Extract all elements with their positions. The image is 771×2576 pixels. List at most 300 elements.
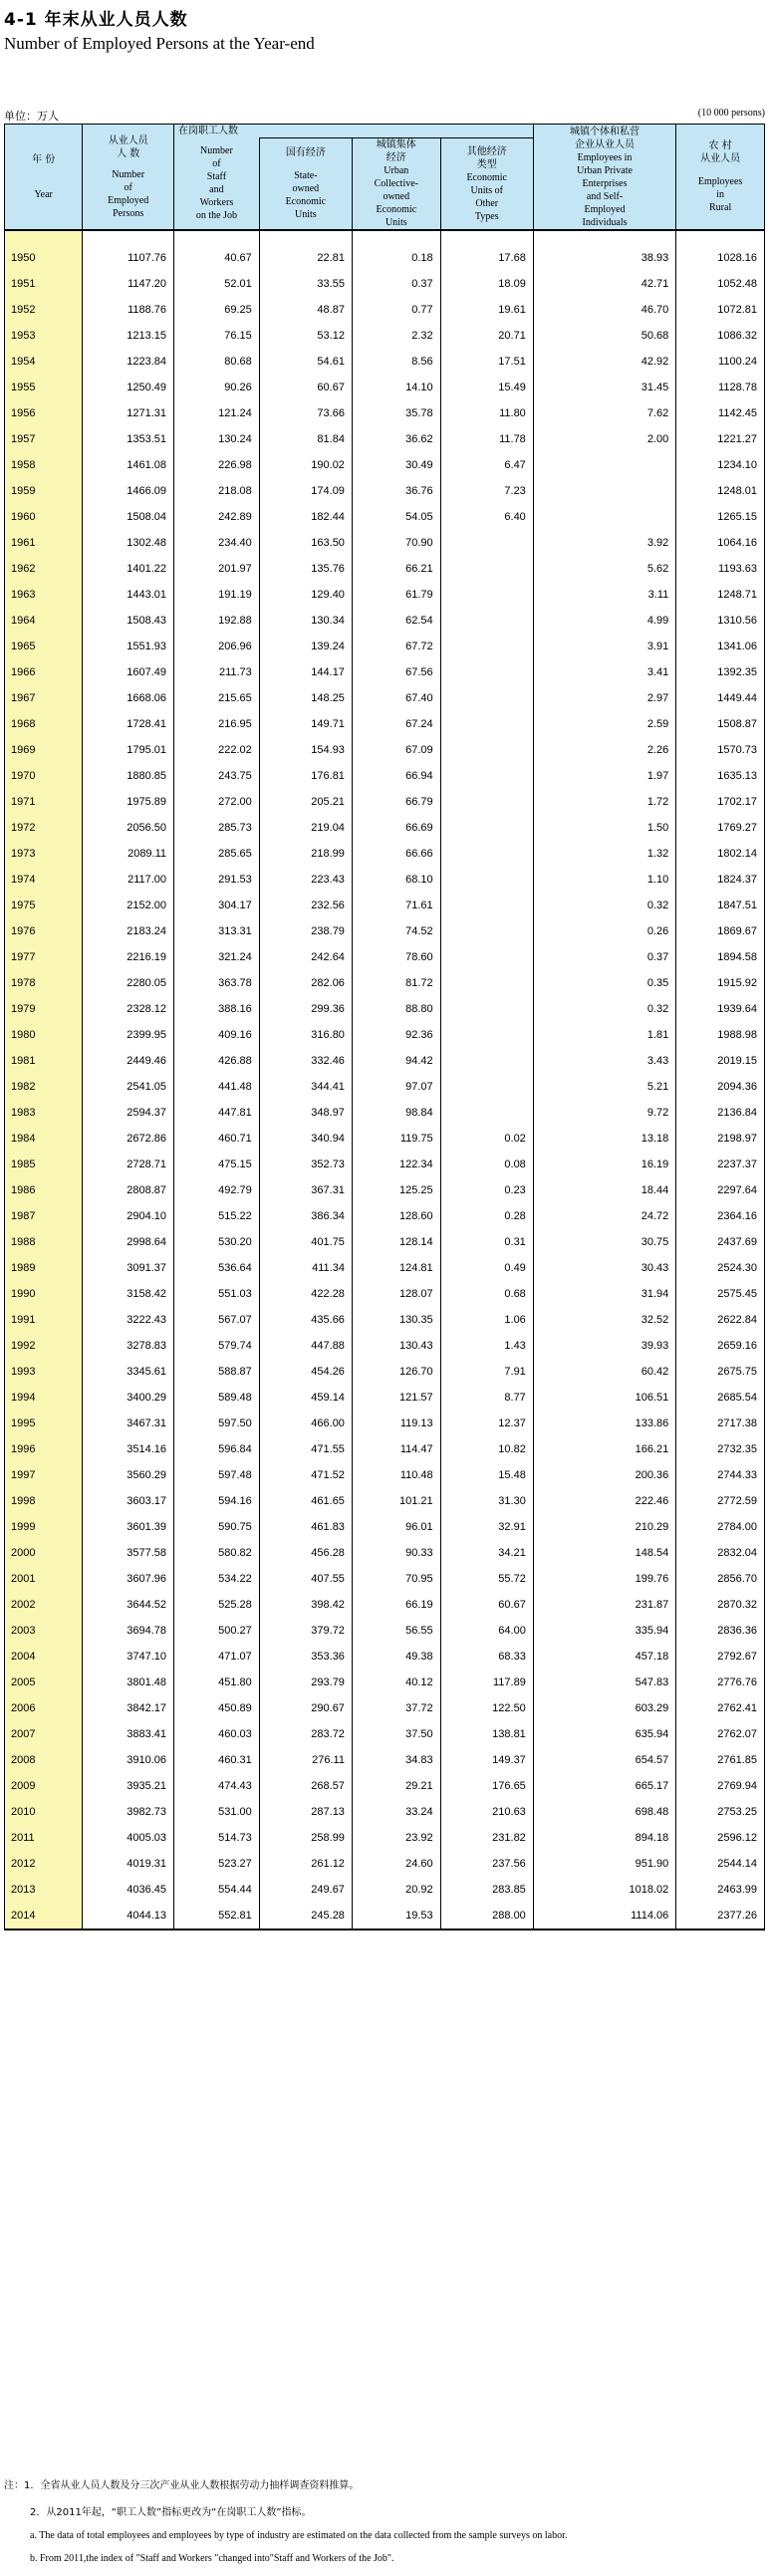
value-cell (440, 918, 533, 944)
value-cell: 4019.31 (83, 1851, 174, 1877)
value-cell: 1064.16 (676, 530, 765, 556)
value-cell: 119.75 (352, 1126, 440, 1152)
year-cell: 1989 (5, 1255, 83, 1281)
value-cell: 1.10 (533, 867, 675, 893)
value-cell: 2998.64 (83, 1229, 174, 1255)
value-cell: 547.83 (533, 1670, 675, 1695)
value-cell: 3935.21 (83, 1773, 174, 1799)
year-cell: 1992 (5, 1333, 83, 1359)
value-cell: 3644.52 (83, 1592, 174, 1618)
table-row (5, 1644, 765, 1670)
table-row (5, 1359, 765, 1385)
value-cell: 3.41 (533, 659, 675, 685)
value-cell: 18.44 (533, 1177, 675, 1203)
note-en-1: a. The data of total employees and employees by type of industry are estimated on the data collected from the sample surveys on labor. (30, 2530, 568, 2541)
value-cell: 344.41 (259, 1074, 352, 1100)
year-cell: 1976 (5, 918, 83, 944)
value-cell: 2364.16 (676, 1203, 765, 1229)
year-cell: 1983 (5, 1100, 83, 1126)
value-cell: 16.19 (533, 1152, 675, 1177)
value-cell: 238.79 (259, 918, 352, 944)
year-cell: 1951 (5, 271, 83, 297)
value-cell: 211.73 (174, 659, 260, 685)
value-cell: 492.79 (174, 1177, 260, 1203)
value-cell: 426.88 (174, 1048, 260, 1074)
table-row (5, 659, 765, 685)
table-row (5, 711, 765, 737)
table-row (5, 297, 765, 323)
table-row (5, 1566, 765, 1592)
table-row (5, 530, 765, 556)
value-cell: 1880.85 (83, 763, 174, 789)
value-cell: 66.66 (352, 841, 440, 867)
value-cell: 1392.35 (676, 659, 765, 685)
value-cell: 94.42 (352, 1048, 440, 1074)
value-cell: 1072.81 (676, 297, 765, 323)
value-cell (440, 634, 533, 659)
value-cell: 101.21 (352, 1488, 440, 1514)
value-cell: 223.43 (259, 867, 352, 893)
value-cell: 2594.37 (83, 1100, 174, 1126)
table-row (5, 1411, 765, 1436)
value-cell: 106.51 (533, 1385, 675, 1411)
value-cell: 471.55 (259, 1436, 352, 1462)
table-row (5, 1488, 765, 1514)
value-cell: 1248.71 (676, 582, 765, 608)
value-cell: 54.05 (352, 504, 440, 530)
value-cell: 32.91 (440, 1514, 533, 1540)
value-cell (440, 1022, 533, 1048)
value-cell: 218.08 (174, 478, 260, 504)
header-total-en: Number of Employed Persons (108, 168, 149, 219)
header-staff-group-cn: 在岗职工人数 (178, 126, 239, 136)
value-cell: 422.28 (259, 1281, 352, 1307)
value-cell: 1018.02 (533, 1877, 675, 1903)
value-cell: 0.37 (352, 271, 440, 297)
year-cell: 2006 (5, 1695, 83, 1721)
value-cell: 30.43 (533, 1255, 675, 1281)
value-cell: 388.16 (174, 996, 260, 1022)
year-cell: 2000 (5, 1540, 83, 1566)
year-cell: 1965 (5, 634, 83, 659)
table-row (5, 1333, 765, 1359)
value-cell: 435.66 (259, 1307, 352, 1333)
value-cell: 588.87 (174, 1359, 260, 1385)
value-cell: 3747.10 (83, 1644, 174, 1670)
value-cell: 0.31 (440, 1229, 533, 1255)
year-cell: 1998 (5, 1488, 83, 1514)
value-cell: 287.13 (259, 1799, 352, 1825)
value-cell: 1100.24 (676, 349, 765, 375)
footnotes (4, 2476, 567, 2576)
table-row (5, 944, 765, 970)
value-cell: 119.13 (352, 1411, 440, 1436)
value-cell: 1248.01 (676, 478, 765, 504)
table-row (5, 1048, 765, 1074)
year-cell: 1963 (5, 582, 83, 608)
header-private-cn: 城镇个体和私营 企业从业人员 (570, 126, 641, 150)
value-cell: 0.49 (440, 1255, 533, 1281)
table-row (5, 1281, 765, 1307)
value-cell: 580.82 (174, 1540, 260, 1566)
value-cell: 454.26 (259, 1359, 352, 1385)
table-body (5, 230, 765, 1930)
value-cell: 1188.76 (83, 297, 174, 323)
year-cell: 2009 (5, 1773, 83, 1799)
year-cell: 1979 (5, 996, 83, 1022)
value-cell: 148.25 (259, 685, 352, 711)
year-cell: 1996 (5, 1436, 83, 1462)
year-cell: 1988 (5, 1229, 83, 1255)
value-cell: 2761.85 (676, 1747, 765, 1773)
value-cell: 2728.71 (83, 1152, 174, 1177)
value-cell (440, 970, 533, 996)
table-row (5, 1877, 765, 1903)
table-row (5, 400, 765, 426)
value-cell (440, 996, 533, 1022)
value-cell: 293.79 (259, 1670, 352, 1695)
year-cell: 1971 (5, 789, 83, 815)
value-cell: 2675.75 (676, 1359, 765, 1385)
value-cell: 66.69 (352, 815, 440, 841)
value-cell: 3222.43 (83, 1307, 174, 1333)
value-cell: 1449.44 (676, 685, 765, 711)
value-cell: 176.65 (440, 1773, 533, 1799)
header-total-cn: 从业人员 人 数 (108, 134, 148, 159)
value-cell: 459.14 (259, 1385, 352, 1411)
value-cell: 88.80 (352, 996, 440, 1022)
value-cell: 14.10 (352, 375, 440, 400)
value-cell: 1086.32 (676, 323, 765, 349)
value-cell: 411.34 (259, 1255, 352, 1281)
table-row (5, 1618, 765, 1644)
value-cell: 10.82 (440, 1436, 533, 1462)
table-row (5, 478, 765, 504)
value-cell: 1975.89 (83, 789, 174, 815)
value-cell: 128.60 (352, 1203, 440, 1229)
value-cell: 1795.01 (83, 737, 174, 763)
value-cell: 2237.37 (676, 1152, 765, 1177)
value-cell: 2019.15 (676, 1048, 765, 1074)
value-cell: 205.21 (259, 789, 352, 815)
value-cell: 1988.98 (676, 1022, 765, 1048)
header-collective (352, 138, 440, 231)
value-cell: 471.52 (259, 1462, 352, 1488)
value-cell: 3601.39 (83, 1514, 174, 1540)
page-title-cn: 4-1 年末从业人员人数 (4, 10, 188, 30)
value-cell: 222.46 (533, 1488, 675, 1514)
value-cell: 226.98 (174, 452, 260, 478)
value-cell: 3910.06 (83, 1747, 174, 1773)
value-cell: 3514.16 (83, 1436, 174, 1462)
value-cell: 2784.00 (676, 1514, 765, 1540)
value-cell: 0.02 (440, 1126, 533, 1152)
value-cell: 190.02 (259, 452, 352, 478)
value-cell: 126.70 (352, 1359, 440, 1385)
value-cell: 525.28 (174, 1592, 260, 1618)
value-cell: 3883.41 (83, 1721, 174, 1747)
value-cell: 33.24 (352, 1799, 440, 1825)
value-cell: 1142.45 (676, 400, 765, 426)
value-cell: 20.92 (352, 1877, 440, 1903)
value-cell: 2717.38 (676, 1411, 765, 1436)
value-cell: 1.97 (533, 763, 675, 789)
value-cell: 1271.31 (83, 400, 174, 426)
value-cell: 1265.15 (676, 504, 765, 530)
value-cell: 232.56 (259, 893, 352, 918)
value-cell: 363.78 (174, 970, 260, 996)
value-cell: 1193.63 (676, 556, 765, 582)
year-cell: 1955 (5, 375, 83, 400)
value-cell: 1466.09 (83, 478, 174, 504)
table-row (5, 867, 765, 893)
year-cell: 2013 (5, 1877, 83, 1903)
value-cell: 55.72 (440, 1566, 533, 1592)
value-cell: 2094.36 (676, 1074, 765, 1100)
value-cell: 249.67 (259, 1877, 352, 1903)
value-cell: 475.15 (174, 1152, 260, 1177)
value-cell: 2659.16 (676, 1333, 765, 1359)
table-row (5, 1074, 765, 1100)
value-cell: 665.17 (533, 1773, 675, 1799)
value-cell (440, 815, 533, 841)
year-cell: 1964 (5, 608, 83, 634)
value-cell: 2437.69 (676, 1229, 765, 1255)
value-cell: 40.12 (352, 1670, 440, 1695)
note-cn-1: 注：1．全省从业人员人数及分三次产业从业人数根据劳动力抽样调查资料推算。 (4, 2480, 360, 2491)
value-cell: 66.79 (352, 789, 440, 815)
value-cell: 24.60 (352, 1851, 440, 1877)
value-cell (440, 944, 533, 970)
value-cell: 460.31 (174, 1747, 260, 1773)
value-cell: 98.84 (352, 1100, 440, 1126)
value-cell: 3842.17 (83, 1695, 174, 1721)
value-cell: 23.92 (352, 1825, 440, 1851)
value-cell: 3278.83 (83, 1333, 174, 1359)
value-cell: 7.91 (440, 1359, 533, 1385)
value-cell: 138.81 (440, 1721, 533, 1747)
value-cell: 36.76 (352, 478, 440, 504)
value-cell: 2117.00 (83, 867, 174, 893)
value-cell: 1461.08 (83, 452, 174, 478)
value-cell: 2089.11 (83, 841, 174, 867)
value-cell (440, 763, 533, 789)
value-cell: 31.94 (533, 1281, 675, 1307)
value-cell: 0.32 (533, 996, 675, 1022)
value-cell: 20.71 (440, 323, 533, 349)
value-cell: 1728.41 (83, 711, 174, 737)
value-cell: 38.93 (533, 230, 675, 271)
value-cell: 3560.29 (83, 1462, 174, 1488)
value-cell (440, 867, 533, 893)
value-cell: 567.07 (174, 1307, 260, 1333)
value-cell: 133.86 (533, 1411, 675, 1436)
value-cell: 90.33 (352, 1540, 440, 1566)
year-cell: 1972 (5, 815, 83, 841)
value-cell: 1824.37 (676, 867, 765, 893)
value-cell: 340.94 (259, 1126, 352, 1152)
value-cell: 216.95 (174, 711, 260, 737)
value-cell: 2904.10 (83, 1203, 174, 1229)
value-cell: 67.09 (352, 737, 440, 763)
value-cell: 2198.97 (676, 1126, 765, 1152)
value-cell: 2685.54 (676, 1385, 765, 1411)
value-cell: 299.36 (259, 996, 352, 1022)
year-cell: 1984 (5, 1126, 83, 1152)
value-cell: 1635.13 (676, 763, 765, 789)
value-cell: 219.04 (259, 815, 352, 841)
value-cell: 1250.49 (83, 375, 174, 400)
value-cell: 130.43 (352, 1333, 440, 1359)
value-cell: 231.82 (440, 1825, 533, 1851)
value-cell: 66.94 (352, 763, 440, 789)
table-row (5, 789, 765, 815)
value-cell: 7.23 (440, 478, 533, 504)
value-cell: 30.49 (352, 452, 440, 478)
year-cell: 2014 (5, 1903, 83, 1930)
value-cell: 1221.27 (676, 426, 765, 452)
value-cell: 3607.96 (83, 1566, 174, 1592)
value-cell: 2832.04 (676, 1540, 765, 1566)
table-row (5, 1152, 765, 1177)
value-cell: 1508.87 (676, 711, 765, 737)
value-cell: 1915.92 (676, 970, 765, 996)
header-state (259, 138, 352, 231)
value-cell: 551.03 (174, 1281, 260, 1307)
value-cell (440, 582, 533, 608)
table-row (5, 375, 765, 400)
value-cell: 6.40 (440, 504, 533, 530)
value-cell: 4036.45 (83, 1877, 174, 1903)
value-cell: 135.76 (259, 556, 352, 582)
value-cell: 149.71 (259, 711, 352, 737)
year-cell: 1990 (5, 1281, 83, 1307)
table-row (5, 556, 765, 582)
value-cell: 471.07 (174, 1644, 260, 1670)
value-cell (440, 737, 533, 763)
year-cell: 2007 (5, 1721, 83, 1747)
table-row (5, 1436, 765, 1462)
value-cell: 1341.06 (676, 634, 765, 659)
value-cell: 3400.29 (83, 1385, 174, 1411)
value-cell: 456.28 (259, 1540, 352, 1566)
value-cell (533, 504, 675, 530)
value-cell: 407.55 (259, 1566, 352, 1592)
year-cell: 1960 (5, 504, 83, 530)
value-cell: 78.60 (352, 944, 440, 970)
value-cell: 4.99 (533, 608, 675, 634)
value-cell: 49.38 (352, 1644, 440, 1670)
year-cell: 1986 (5, 1177, 83, 1203)
value-cell: 31.30 (440, 1488, 533, 1514)
header-collective-en: Urban Collective- owned Economic Units (374, 165, 419, 228)
value-cell: 1223.84 (83, 349, 174, 375)
value-cell: 594.16 (174, 1488, 260, 1514)
value-cell: 461.83 (259, 1514, 352, 1540)
value-cell: 2856.70 (676, 1566, 765, 1592)
value-cell: 2575.45 (676, 1281, 765, 1307)
value-cell: 596.84 (174, 1436, 260, 1462)
value-cell: 523.27 (174, 1851, 260, 1877)
value-cell: 500.27 (174, 1618, 260, 1644)
table-row (5, 504, 765, 530)
year-cell: 1970 (5, 763, 83, 789)
value-cell: 97.07 (352, 1074, 440, 1100)
year-cell: 1950 (5, 230, 83, 271)
value-cell: 148.54 (533, 1540, 675, 1566)
value-cell: 9.72 (533, 1100, 675, 1126)
value-cell: 0.26 (533, 918, 675, 944)
year-cell: 1974 (5, 867, 83, 893)
table-row (5, 349, 765, 375)
table-row (5, 1799, 765, 1825)
value-cell: 60.67 (440, 1592, 533, 1618)
value-cell: 1847.51 (676, 893, 765, 918)
table-row (5, 608, 765, 634)
value-cell: 206.96 (174, 634, 260, 659)
value-cell: 210.29 (533, 1514, 675, 1540)
header-staff-group (174, 125, 534, 138)
value-cell: 447.88 (259, 1333, 352, 1359)
value-cell: 3603.17 (83, 1488, 174, 1514)
value-cell: 121.24 (174, 400, 260, 426)
value-cell: 0.28 (440, 1203, 533, 1229)
value-cell: 2.00 (533, 426, 675, 452)
year-cell: 2004 (5, 1644, 83, 1670)
year-cell: 1966 (5, 659, 83, 685)
value-cell: 2463.99 (676, 1877, 765, 1903)
value-cell: 597.48 (174, 1462, 260, 1488)
value-cell: 53.12 (259, 323, 352, 349)
value-cell: 35.78 (352, 400, 440, 426)
value-cell (533, 478, 675, 504)
table-row (5, 1126, 765, 1152)
value-cell: 466.00 (259, 1411, 352, 1436)
value-cell: 1.50 (533, 815, 675, 841)
value-cell: 1.06 (440, 1307, 533, 1333)
value-cell: 22.81 (259, 230, 352, 271)
table-row (5, 323, 765, 349)
value-cell: 34.83 (352, 1747, 440, 1773)
unit-label-en: (10 000 persons) (697, 108, 765, 119)
year-cell: 1952 (5, 297, 83, 323)
year-cell: 1956 (5, 400, 83, 426)
year-cell: 1982 (5, 1074, 83, 1100)
value-cell: 1128.78 (676, 375, 765, 400)
value-cell: 42.92 (533, 349, 675, 375)
year-cell: 2012 (5, 1851, 83, 1877)
year-cell: 1954 (5, 349, 83, 375)
value-cell: 2772.59 (676, 1488, 765, 1514)
value-cell: 128.07 (352, 1281, 440, 1307)
year-cell: 1994 (5, 1385, 83, 1411)
value-cell: 3091.37 (83, 1255, 174, 1281)
value-cell: 128.14 (352, 1229, 440, 1255)
table-row (5, 426, 765, 452)
year-cell: 1962 (5, 556, 83, 582)
year-cell: 2003 (5, 1618, 83, 1644)
table-row (5, 737, 765, 763)
value-cell: 635.94 (533, 1721, 675, 1747)
value-cell: 3.92 (533, 530, 675, 556)
value-cell: 290.67 (259, 1695, 352, 1721)
value-cell: 144.17 (259, 659, 352, 685)
value-cell: 2596.12 (676, 1825, 765, 1851)
value-cell: 176.81 (259, 763, 352, 789)
value-cell: 1894.58 (676, 944, 765, 970)
value-cell: 0.23 (440, 1177, 533, 1203)
table-row (5, 763, 765, 789)
